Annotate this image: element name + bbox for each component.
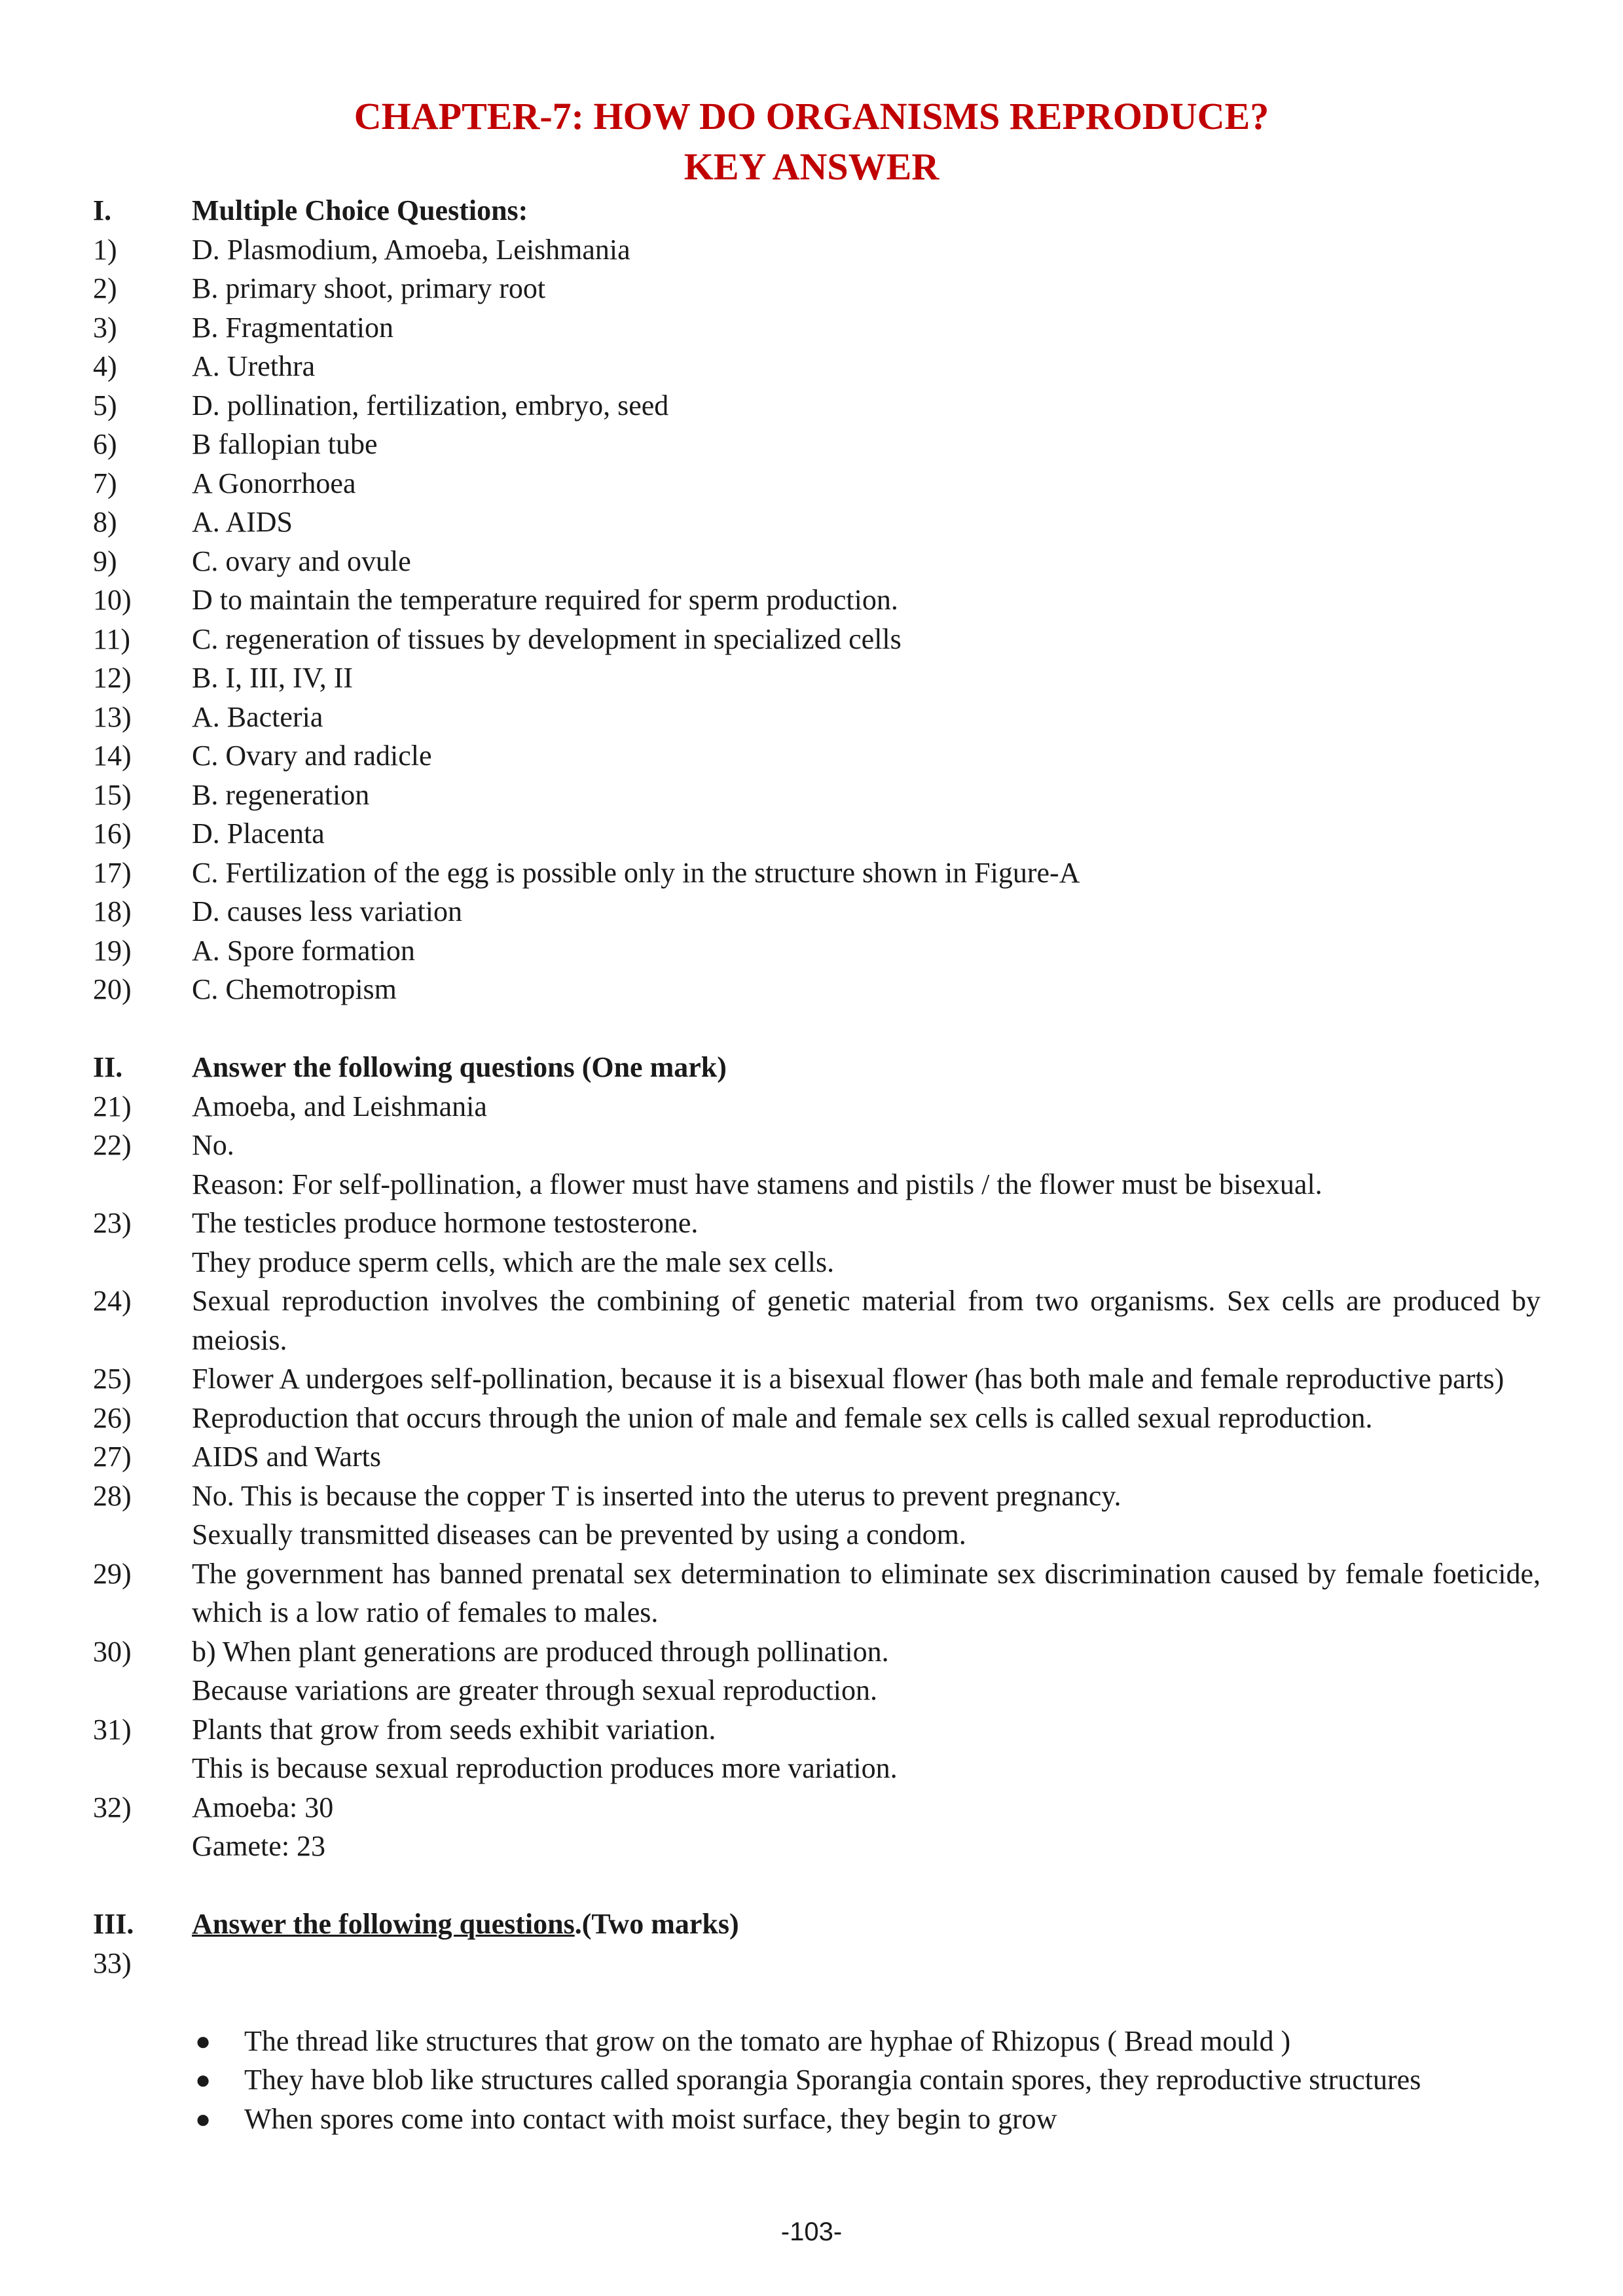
question-number: 18) xyxy=(93,895,132,927)
answer-text xyxy=(192,1788,1541,1866)
answer-item xyxy=(93,1087,1541,1126)
answer-text xyxy=(192,347,1541,386)
answer-line: No. xyxy=(192,1129,234,1161)
answer-item xyxy=(93,776,1541,815)
answer-text xyxy=(192,853,1541,893)
answer-line: Amoeba: 30 xyxy=(192,1791,334,1823)
answer-item xyxy=(93,425,1541,464)
answer-line: Reproduction that occurs through the union of male and female sex cells is called sexual reproduction. xyxy=(192,1401,1373,1434)
answer-line: D to maintain the temperature required for sperm production. xyxy=(192,584,898,616)
bullet-icon: ● xyxy=(195,2026,211,2056)
section-heading xyxy=(93,1048,1541,1087)
key-answer-title: KEY ANSWER xyxy=(684,145,939,188)
answer-line: Reason: For self-pollination, a flower must have stamens and pistils / the flower must be bisexual. xyxy=(192,1168,1322,1200)
question-number: 2) xyxy=(93,272,117,304)
answer-item xyxy=(93,1126,1541,1204)
section-number: II. xyxy=(93,1051,123,1083)
answer-item xyxy=(93,1282,1541,1359)
section-number: III. xyxy=(93,1908,134,1940)
answer-line: B. regeneration xyxy=(192,778,370,811)
section-heading xyxy=(93,191,1541,230)
answer-line: D. causes less variation xyxy=(192,895,462,927)
answer-text xyxy=(192,230,1541,270)
answer-item xyxy=(93,230,1541,270)
answer-text xyxy=(192,1710,1541,1788)
answer-item xyxy=(93,1788,1541,1866)
answer-text xyxy=(192,1126,1541,1204)
section-title-underlined: Answer the following questions xyxy=(192,1908,575,1940)
answer-item xyxy=(93,1632,1541,1710)
answer-line: The government has banned prenatal sex determination to eliminate sex discrimination caused by female foeticide, which is a low ratio of females to males. xyxy=(192,1557,1541,1628)
answer-item xyxy=(93,1477,1541,1554)
question-number: 14) xyxy=(93,740,132,772)
answer-item xyxy=(93,1710,1541,1788)
answer-line: This is because sexual reproduction produces more variation. xyxy=(192,1752,898,1784)
blank-line xyxy=(93,1866,1541,1905)
answer-line: A. AIDS xyxy=(192,506,293,538)
answer-text xyxy=(192,386,1541,425)
answer-item xyxy=(93,814,1541,853)
question-number: 26) xyxy=(93,1401,132,1434)
answer-item xyxy=(93,1944,1541,1983)
answer-text xyxy=(192,1632,1541,1710)
answer-item xyxy=(93,542,1541,581)
answer-text xyxy=(192,931,1541,971)
answer-item xyxy=(93,698,1541,737)
answer-item xyxy=(93,581,1541,620)
question-number: 28) xyxy=(93,1479,132,1512)
answer-text xyxy=(192,892,1541,931)
answer-line: C. Fertilization of the egg is possible only in the structure shown in Figure-A xyxy=(192,856,1080,889)
answer-item xyxy=(93,503,1541,542)
question-number: 27) xyxy=(93,1441,132,1473)
answer-item xyxy=(93,386,1541,425)
answer-line: Flower A undergoes self-pollination, because it is a bisexual flower (has both male and female reproductive parts) xyxy=(192,1363,1504,1395)
answer-text xyxy=(192,970,1541,1009)
question-number: 21) xyxy=(93,1090,132,1122)
answer-item xyxy=(93,658,1541,698)
answer-line: D. pollination, fertilization, embryo, seed xyxy=(192,389,669,422)
answer-line: Gamete: 23 xyxy=(192,1830,326,1862)
section-title-rest: .(Two marks) xyxy=(574,1908,739,1940)
bullet-text: They have blob like structures called sporangia Sporangia contain spores, they reproductive structures xyxy=(244,2064,1421,2096)
answer-item xyxy=(93,464,1541,503)
question-number: 17) xyxy=(93,856,132,889)
answer-item xyxy=(93,931,1541,971)
question-number: 22) xyxy=(93,1129,132,1161)
answer-text xyxy=(192,698,1541,737)
question-number: 1) xyxy=(93,233,117,266)
answer-line: A. Spore formation xyxy=(192,934,415,967)
answer-text xyxy=(192,1204,1541,1282)
blank-line xyxy=(93,1009,1541,1049)
answer-item xyxy=(93,736,1541,776)
question-number: 9) xyxy=(93,545,117,577)
bullet-icon: ● xyxy=(195,2065,211,2094)
question-number: 10) xyxy=(93,584,132,616)
question-number: 32) xyxy=(93,1791,132,1823)
question-number: 23) xyxy=(93,1207,132,1239)
answer-line: B fallopian tube xyxy=(192,428,378,460)
section-number: I. xyxy=(93,194,112,226)
answer-item xyxy=(93,970,1541,1009)
answer-text xyxy=(192,814,1541,853)
question-number: 29) xyxy=(93,1557,132,1590)
answer-item xyxy=(93,853,1541,893)
answer-text xyxy=(192,1437,1541,1477)
question-number: 19) xyxy=(93,934,132,967)
question-number: 5) xyxy=(93,389,117,422)
answer-item xyxy=(93,1359,1541,1399)
bullet-text: When spores come into contact with moist surface, they begin to grow xyxy=(244,2102,1057,2135)
bullet-item xyxy=(192,2022,1541,2061)
page-number: -103- xyxy=(780,2217,843,2246)
question-number: 24) xyxy=(93,1285,132,1317)
answer-key-content xyxy=(93,191,1541,2138)
answer-line: Sexual reproduction involves the combining of genetic material from two organisms. Sex cells are produced by meiosis. xyxy=(192,1285,1541,1356)
answer-line: C. regeneration of tissues by development in specialized cells xyxy=(192,622,902,655)
answer-line: b) When plant generations are produced through pollination. xyxy=(192,1635,889,1668)
question-number: 31) xyxy=(93,1713,132,1746)
answer-item xyxy=(93,1204,1541,1282)
blank-line xyxy=(93,1982,1541,2022)
answer-text xyxy=(192,1399,1541,1438)
answer-text xyxy=(192,736,1541,776)
answer-line: B. Fragmentation xyxy=(192,311,393,344)
answer-line: C. ovary and ovule xyxy=(192,545,411,577)
answer-text xyxy=(192,1282,1541,1359)
answer-text xyxy=(192,1087,1541,1126)
bullet-text: The thread like structures that grow on the tomato are hyphae of Rhizopus ( Bread mould ) xyxy=(244,2024,1291,2057)
answer-line: B. primary shoot, primary root xyxy=(192,272,546,304)
question-number: 6) xyxy=(93,428,117,460)
question-number: 33) xyxy=(93,1946,132,1979)
question-number: 4) xyxy=(93,350,117,382)
answer-line: Amoeba, and Leishmania xyxy=(192,1090,487,1122)
section-title: Multiple Choice Questions: xyxy=(192,194,528,226)
answer-text xyxy=(192,503,1541,542)
answer-item xyxy=(93,347,1541,386)
answer-item xyxy=(93,1437,1541,1477)
question-number: 20) xyxy=(93,973,132,1005)
bullet-item xyxy=(192,2060,1541,2100)
answer-item xyxy=(93,892,1541,931)
question-number: 12) xyxy=(93,662,132,694)
section-title: Answer the following questions (One mark) xyxy=(192,1051,727,1083)
answer-text xyxy=(192,269,1541,308)
question-number: 7) xyxy=(93,467,117,499)
question-number: 30) xyxy=(93,1635,132,1668)
bullet-icon: ● xyxy=(195,2104,211,2134)
answer-item xyxy=(93,620,1541,659)
answer-text xyxy=(192,1477,1541,1554)
answer-text xyxy=(192,620,1541,659)
question-number: 25) xyxy=(93,1363,132,1395)
section-title xyxy=(192,1905,1541,1944)
question-number: 3) xyxy=(93,311,117,344)
question-number: 15) xyxy=(93,778,132,811)
answer-line: Sexually transmitted diseases can be prevented by using a condom. xyxy=(192,1518,966,1551)
answer-text xyxy=(192,658,1541,698)
answer-line: C. Ovary and radicle xyxy=(192,740,432,772)
answer-text xyxy=(192,776,1541,815)
answer-line: Because variations are greater through sexual reproduction. xyxy=(192,1674,878,1706)
question-number: 16) xyxy=(93,817,132,850)
question-number: 8) xyxy=(93,506,117,538)
answer-item xyxy=(93,1399,1541,1438)
answer-item xyxy=(93,1554,1541,1632)
answer-line: A Gonorrhoea xyxy=(192,467,356,499)
answer-line: They produce sperm cells, which are the male sex cells. xyxy=(192,1246,835,1278)
answer-line: No. This is because the copper T is inserted into the uterus to prevent pregnancy. xyxy=(192,1479,1122,1512)
answer-text xyxy=(192,542,1541,581)
answer-line: C. Chemotropism xyxy=(192,973,397,1005)
answer-item xyxy=(93,269,1541,308)
answer-line: A. Urethra xyxy=(192,350,316,382)
answer-text xyxy=(192,425,1541,464)
question-number: 13) xyxy=(93,700,132,733)
answer-text xyxy=(192,1554,1541,1632)
answer-item xyxy=(93,308,1541,348)
answer-line: The testicles produce hormone testosterone. xyxy=(192,1207,699,1239)
answer-text xyxy=(192,308,1541,348)
bullet-item xyxy=(192,2100,1541,2139)
answer-line: Plants that grow from seeds exhibit variation. xyxy=(192,1713,716,1746)
answer-line: AIDS and Warts xyxy=(192,1441,381,1473)
question-number: 11) xyxy=(93,622,131,655)
answer-line: D. Plasmodium, Amoeba, Leishmania xyxy=(192,233,630,266)
answer-line: B. I, III, IV, II xyxy=(192,662,354,694)
chapter-title: CHAPTER-7: HOW DO ORGANISMS REPRODUCE? xyxy=(354,95,1269,137)
answer-text xyxy=(192,1359,1541,1399)
answer-line: D. Placenta xyxy=(192,817,325,850)
answer-text xyxy=(192,464,1541,503)
section-heading xyxy=(93,1905,1541,1944)
answer-text xyxy=(192,581,1541,620)
answer-line: A. Bacteria xyxy=(192,700,323,733)
